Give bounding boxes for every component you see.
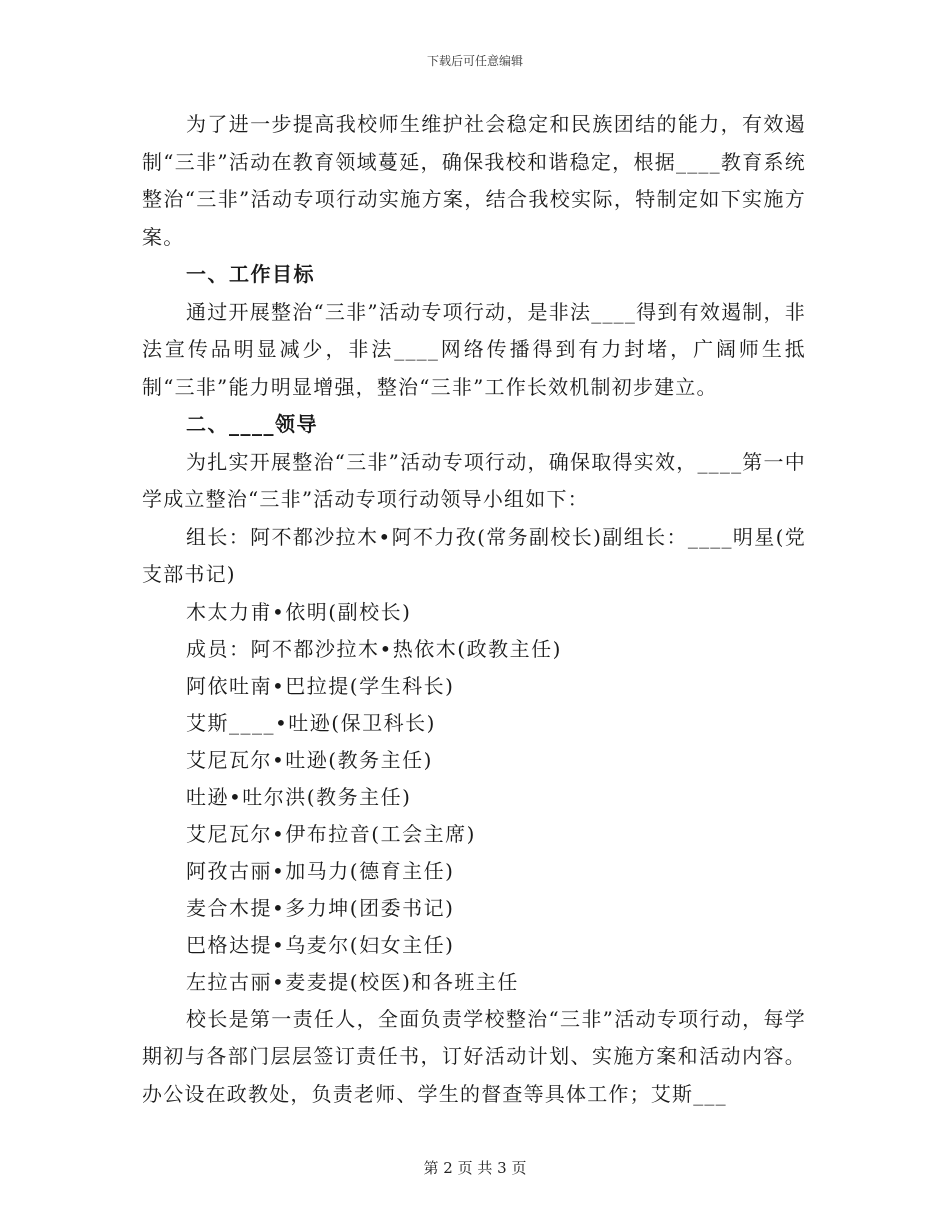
member-item: 阿依吐南•巴拉提(学生科长) — [186, 673, 455, 698]
member-item: 左拉古丽•麦麦提(校医)和各班主任 — [186, 969, 519, 994]
leader-line: 组长：阿不都沙拉木•阿不力孜(常务副校长)副组长：____明星(党支部书记) — [142, 524, 806, 586]
member-item: 吐逊•吐尔洪(教务主任) — [186, 784, 412, 809]
member-item: 巴格达提•乌麦尔(妇女主任) — [186, 932, 455, 957]
intro-paragraph: 为了进一步提高我校师生维护社会稳定和民族团结的能力，有效遏制“三非”活动在教育领域蔓延，确保我校和谐稳定，根据____教育系统整治“三非”活动专项行动实施方案，结合我校实际，特制定如下实施方案。 — [142, 112, 806, 249]
member-item: 艾尼瓦尔•吐逊(教务主任) — [186, 747, 433, 772]
member-item: 阿孜古丽•加马力(德育主任) — [186, 858, 455, 883]
section-heading-goals: 一、工作目标 — [186, 262, 315, 286]
page-header: 下载后可任意编辑 — [426, 54, 523, 68]
member-item: 艾斯____•吐逊(保卫科长) — [186, 710, 436, 735]
page-number: 第 2 页 共 3 页 — [423, 1159, 527, 1177]
responsibility-paragraph: 校长是第一责任人，全面负责学校整治“三非”活动专项行动，每学期初与各部门层层签订责任书，订好活动计划、实施方案和活动内容。办公设在政教处，负责老师、学生的督查等具体工作；艾斯___ — [142, 1006, 806, 1106]
leadership-paragraph: 为扎实开展整治“三非”活动专项行动，确保取得实效，____第一中学成立整治“三非”活动专项行动领导小组如下： — [142, 449, 806, 511]
section-heading-leadership: 二、____领导 — [186, 412, 318, 436]
member-item: 艾尼瓦尔•伊布拉音(工会主席) — [186, 821, 476, 846]
member-item: 成员：阿不都沙拉木•热依木(政教主任) — [186, 636, 562, 661]
goals-paragraph: 通过开展整治“三非”活动专项行动，是非法____得到有效遏制，非法宣传品明显减少，非法____网络传播得到有力封堵，广阔师生抵制“三非”能力明显增强，整治“三非”工作长效机制初步建立。 — [142, 299, 806, 399]
member-item: 木太力甫•依明(副校长) — [186, 599, 412, 624]
document-body — [142, 106, 806, 1113]
member-item: 麦合木提•多力坤(团委书记) — [186, 895, 455, 920]
